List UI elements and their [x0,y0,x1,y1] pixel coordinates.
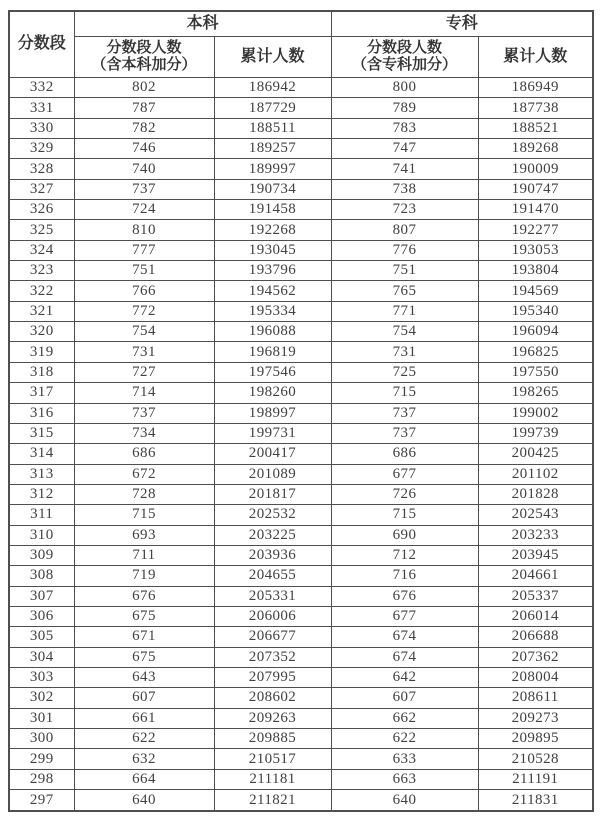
cell-score-segment: 317 [9,383,74,403]
header-benke-count-line1: 分数段人数 [106,39,182,56]
table-row [9,423,593,443]
table-row [9,729,593,749]
cell-benke-cumulative: 205331 [214,586,331,606]
cell-benke-cumulative: 198997 [214,403,331,423]
cell-benke-cumulative: 197546 [214,362,331,382]
cell-benke-cumulative: 207995 [214,667,331,687]
cell-benke-segment-count: 675 [74,647,214,667]
cell-benke-cumulative: 196819 [214,342,331,362]
cell-benke-segment-count: 727 [74,362,214,382]
cell-benke-cumulative: 199731 [214,423,331,443]
cell-score-segment: 328 [9,159,74,179]
header-zhuanke-segment-count [331,37,478,78]
cell-score-segment: 327 [9,179,74,199]
cell-benke-segment-count: 754 [74,322,214,342]
cell-zhuanke-cumulative: 208611 [478,688,593,708]
cell-zhuanke-segment-count: 712 [331,545,478,565]
header-sub-row [9,37,593,78]
cell-benke-cumulative: 198260 [214,383,331,403]
header-score-segment: 分数段 [9,11,74,78]
cell-zhuanke-segment-count: 686 [331,444,478,464]
table-row [9,545,593,565]
table-row [9,261,593,281]
cell-benke-cumulative: 208602 [214,688,331,708]
cell-score-segment: 320 [9,322,74,342]
cell-zhuanke-segment-count: 607 [331,688,478,708]
cell-benke-segment-count: 740 [74,159,214,179]
cell-benke-segment-count: 737 [74,179,214,199]
header-zhuanke-count-line1: 分数段人数 [367,39,443,56]
cell-zhuanke-segment-count: 640 [331,790,478,811]
cell-benke-segment-count: 675 [74,606,214,626]
cell-zhuanke-cumulative: 210528 [478,749,593,769]
table-row [9,301,593,321]
cell-zhuanke-cumulative: 209273 [478,708,593,728]
cell-score-segment: 331 [9,98,74,118]
cell-score-segment: 302 [9,688,74,708]
table-row [9,790,593,811]
cell-zhuanke-cumulative: 189268 [478,139,593,159]
cell-score-segment: 309 [9,545,74,565]
cell-zhuanke-segment-count: 807 [331,220,478,240]
cell-benke-cumulative: 192268 [214,220,331,240]
cell-score-segment: 316 [9,403,74,423]
cell-score-segment: 312 [9,484,74,504]
cell-zhuanke-cumulative: 205337 [478,586,593,606]
cell-score-segment: 329 [9,139,74,159]
table-row [9,322,593,342]
cell-benke-segment-count: 711 [74,545,214,565]
table-row [9,179,593,199]
cell-benke-segment-count: 731 [74,342,214,362]
cell-score-segment: 304 [9,647,74,667]
table-row [9,525,593,545]
cell-zhuanke-cumulative: 206688 [478,627,593,647]
cell-zhuanke-segment-count: 642 [331,667,478,687]
cell-zhuanke-segment-count: 662 [331,708,478,728]
cell-zhuanke-segment-count: 674 [331,647,478,667]
table-row [9,505,593,525]
cell-zhuanke-cumulative: 211831 [478,790,593,811]
cell-score-segment: 314 [9,444,74,464]
cell-zhuanke-segment-count: 715 [331,383,478,403]
cell-score-segment: 307 [9,586,74,606]
cell-zhuanke-cumulative: 200425 [478,444,593,464]
cell-zhuanke-cumulative: 194569 [478,281,593,301]
cell-benke-cumulative: 200417 [214,444,331,464]
cell-benke-segment-count: 661 [74,708,214,728]
cell-benke-cumulative: 202532 [214,505,331,525]
table-row [9,688,593,708]
cell-benke-segment-count: 737 [74,403,214,423]
header-group-zhuanke: 专科 [331,11,593,37]
cell-benke-cumulative: 209263 [214,708,331,728]
cell-zhuanke-cumulative: 198265 [478,383,593,403]
table-row [9,118,593,138]
cell-zhuanke-cumulative: 193053 [478,240,593,260]
cell-benke-cumulative: 204655 [214,566,331,586]
table-row [9,342,593,362]
table-row [9,749,593,769]
table-row [9,444,593,464]
cell-zhuanke-cumulative: 204661 [478,566,593,586]
cell-score-segment: 308 [9,566,74,586]
cell-zhuanke-cumulative: 202543 [478,505,593,525]
cell-benke-segment-count: 810 [74,220,214,240]
cell-zhuanke-segment-count: 663 [331,769,478,789]
table-row [9,383,593,403]
cell-zhuanke-cumulative: 203233 [478,525,593,545]
cell-zhuanke-cumulative: 187738 [478,98,593,118]
cell-benke-segment-count: 728 [74,484,214,504]
cell-benke-segment-count: 664 [74,769,214,789]
table-row [9,362,593,382]
cell-benke-segment-count: 787 [74,98,214,118]
cell-benke-segment-count: 746 [74,139,214,159]
cell-benke-cumulative: 211821 [214,790,331,811]
cell-benke-cumulative: 193796 [214,261,331,281]
table-row [9,667,593,687]
cell-benke-segment-count: 719 [74,566,214,586]
table-row [9,627,593,647]
cell-score-segment: 324 [9,240,74,260]
table-row [9,586,593,606]
cell-benke-cumulative: 187729 [214,98,331,118]
cell-zhuanke-segment-count: 737 [331,423,478,443]
table-row [9,240,593,260]
cell-zhuanke-segment-count: 747 [331,139,478,159]
cell-zhuanke-cumulative: 196094 [478,322,593,342]
table-row [9,78,593,98]
cell-zhuanke-cumulative: 186949 [478,78,593,98]
cell-benke-segment-count: 671 [74,627,214,647]
cell-score-segment: 315 [9,423,74,443]
table-row [9,769,593,789]
cell-benke-segment-count: 802 [74,78,214,98]
table-row [9,464,593,484]
cell-score-segment: 318 [9,362,74,382]
cell-zhuanke-cumulative: 191470 [478,200,593,220]
table-row [9,220,593,240]
cell-zhuanke-segment-count: 754 [331,322,478,342]
table-row [9,139,593,159]
header-benke-segment-count [74,37,214,78]
cell-zhuanke-segment-count: 800 [331,78,478,98]
cell-benke-segment-count: 772 [74,301,214,321]
cell-score-segment: 332 [9,78,74,98]
cell-zhuanke-segment-count: 765 [331,281,478,301]
cell-score-segment: 319 [9,342,74,362]
score-distribution-table [8,10,594,812]
cell-benke-cumulative: 211181 [214,769,331,789]
cell-zhuanke-cumulative: 193804 [478,261,593,281]
cell-benke-cumulative: 186942 [214,78,331,98]
cell-benke-cumulative: 209885 [214,729,331,749]
cell-zhuanke-segment-count: 751 [331,261,478,281]
cell-zhuanke-segment-count: 676 [331,586,478,606]
cell-benke-segment-count: 640 [74,790,214,811]
table-body [9,78,593,812]
cell-zhuanke-segment-count: 783 [331,118,478,138]
cell-zhuanke-segment-count: 677 [331,606,478,626]
table-row [9,708,593,728]
cell-zhuanke-cumulative: 190009 [478,159,593,179]
cell-zhuanke-segment-count: 738 [331,179,478,199]
cell-zhuanke-cumulative: 196825 [478,342,593,362]
cell-score-segment: 326 [9,200,74,220]
cell-zhuanke-cumulative: 201102 [478,464,593,484]
table-header [9,11,593,78]
cell-zhuanke-cumulative: 197550 [478,362,593,382]
cell-benke-cumulative: 203936 [214,545,331,565]
cell-zhuanke-segment-count: 633 [331,749,478,769]
cell-score-segment: 310 [9,525,74,545]
cell-zhuanke-cumulative: 201828 [478,484,593,504]
cell-benke-cumulative: 191458 [214,200,331,220]
cell-zhuanke-segment-count: 726 [331,484,478,504]
cell-benke-cumulative: 207352 [214,647,331,667]
cell-zhuanke-cumulative: 203945 [478,545,593,565]
cell-zhuanke-segment-count: 677 [331,464,478,484]
cell-benke-segment-count: 672 [74,464,214,484]
cell-zhuanke-segment-count: 715 [331,505,478,525]
cell-benke-segment-count: 724 [74,200,214,220]
cell-benke-cumulative: 206677 [214,627,331,647]
cell-benke-segment-count: 686 [74,444,214,464]
cell-benke-cumulative: 203225 [214,525,331,545]
header-benke-count-line2: （含本科加分） [91,57,197,73]
cell-zhuanke-cumulative: 188521 [478,118,593,138]
cell-zhuanke-segment-count: 741 [331,159,478,179]
cell-zhuanke-cumulative: 211191 [478,769,593,789]
header-group-benke: 本科 [74,11,331,37]
cell-zhuanke-segment-count: 723 [331,200,478,220]
cell-zhuanke-segment-count: 776 [331,240,478,260]
cell-score-segment: 325 [9,220,74,240]
cell-benke-segment-count: 734 [74,423,214,443]
header-benke-cumulative: 累计人数 [214,37,331,78]
cell-score-segment: 322 [9,281,74,301]
cell-zhuanke-segment-count: 731 [331,342,478,362]
cell-benke-segment-count: 782 [74,118,214,138]
cell-zhuanke-segment-count: 737 [331,403,478,423]
cell-benke-cumulative: 196088 [214,322,331,342]
cell-benke-segment-count: 607 [74,688,214,708]
cell-score-segment: 301 [9,708,74,728]
cell-score-segment: 313 [9,464,74,484]
table-row [9,647,593,667]
header-zhuanke-cumulative: 累计人数 [478,37,593,78]
table-row [9,98,593,118]
cell-zhuanke-cumulative: 207362 [478,647,593,667]
cell-zhuanke-segment-count: 725 [331,362,478,382]
cell-zhuanke-cumulative: 208004 [478,667,593,687]
cell-benke-segment-count: 622 [74,729,214,749]
cell-score-segment: 306 [9,606,74,626]
cell-zhuanke-cumulative: 209895 [478,729,593,749]
cell-benke-cumulative: 189997 [214,159,331,179]
cell-score-segment: 330 [9,118,74,138]
table-row [9,484,593,504]
cell-benke-cumulative: 194562 [214,281,331,301]
cell-zhuanke-cumulative: 199739 [478,423,593,443]
table-row [9,159,593,179]
cell-zhuanke-segment-count: 716 [331,566,478,586]
cell-benke-cumulative: 193045 [214,240,331,260]
cell-zhuanke-cumulative: 192277 [478,220,593,240]
header-zhuanke-count-line2: （含专科加分） [352,57,458,73]
cell-benke-segment-count: 643 [74,667,214,687]
cell-benke-cumulative: 201089 [214,464,331,484]
cell-benke-segment-count: 693 [74,525,214,545]
cell-zhuanke-segment-count: 789 [331,98,478,118]
cell-score-segment: 303 [9,667,74,687]
cell-zhuanke-segment-count: 771 [331,301,478,321]
header-group-row [9,11,593,37]
cell-benke-cumulative: 188511 [214,118,331,138]
cell-score-segment: 297 [9,790,74,811]
cell-benke-cumulative: 206006 [214,606,331,626]
cell-benke-cumulative: 189257 [214,139,331,159]
cell-benke-cumulative: 195334 [214,301,331,321]
cell-score-segment: 298 [9,769,74,789]
cell-benke-segment-count: 715 [74,505,214,525]
cell-score-segment: 323 [9,261,74,281]
cell-zhuanke-cumulative: 206014 [478,606,593,626]
table-row [9,403,593,423]
table-row [9,200,593,220]
cell-benke-segment-count: 632 [74,749,214,769]
cell-benke-cumulative: 190734 [214,179,331,199]
table-row [9,281,593,301]
table-row [9,566,593,586]
cell-benke-segment-count: 714 [74,383,214,403]
cell-benke-segment-count: 751 [74,261,214,281]
cell-zhuanke-cumulative: 195340 [478,301,593,321]
table-row [9,606,593,626]
cell-benke-segment-count: 766 [74,281,214,301]
cell-zhuanke-cumulative: 190747 [478,179,593,199]
cell-benke-cumulative: 210517 [214,749,331,769]
cell-score-segment: 299 [9,749,74,769]
cell-benke-segment-count: 676 [74,586,214,606]
cell-score-segment: 311 [9,505,74,525]
cell-score-segment: 300 [9,729,74,749]
cell-benke-cumulative: 201817 [214,484,331,504]
cell-zhuanke-segment-count: 622 [331,729,478,749]
cell-zhuanke-segment-count: 674 [331,627,478,647]
cell-score-segment: 321 [9,301,74,321]
cell-zhuanke-segment-count: 690 [331,525,478,545]
cell-score-segment: 305 [9,627,74,647]
cell-benke-segment-count: 777 [74,240,214,260]
cell-zhuanke-cumulative: 199002 [478,403,593,423]
